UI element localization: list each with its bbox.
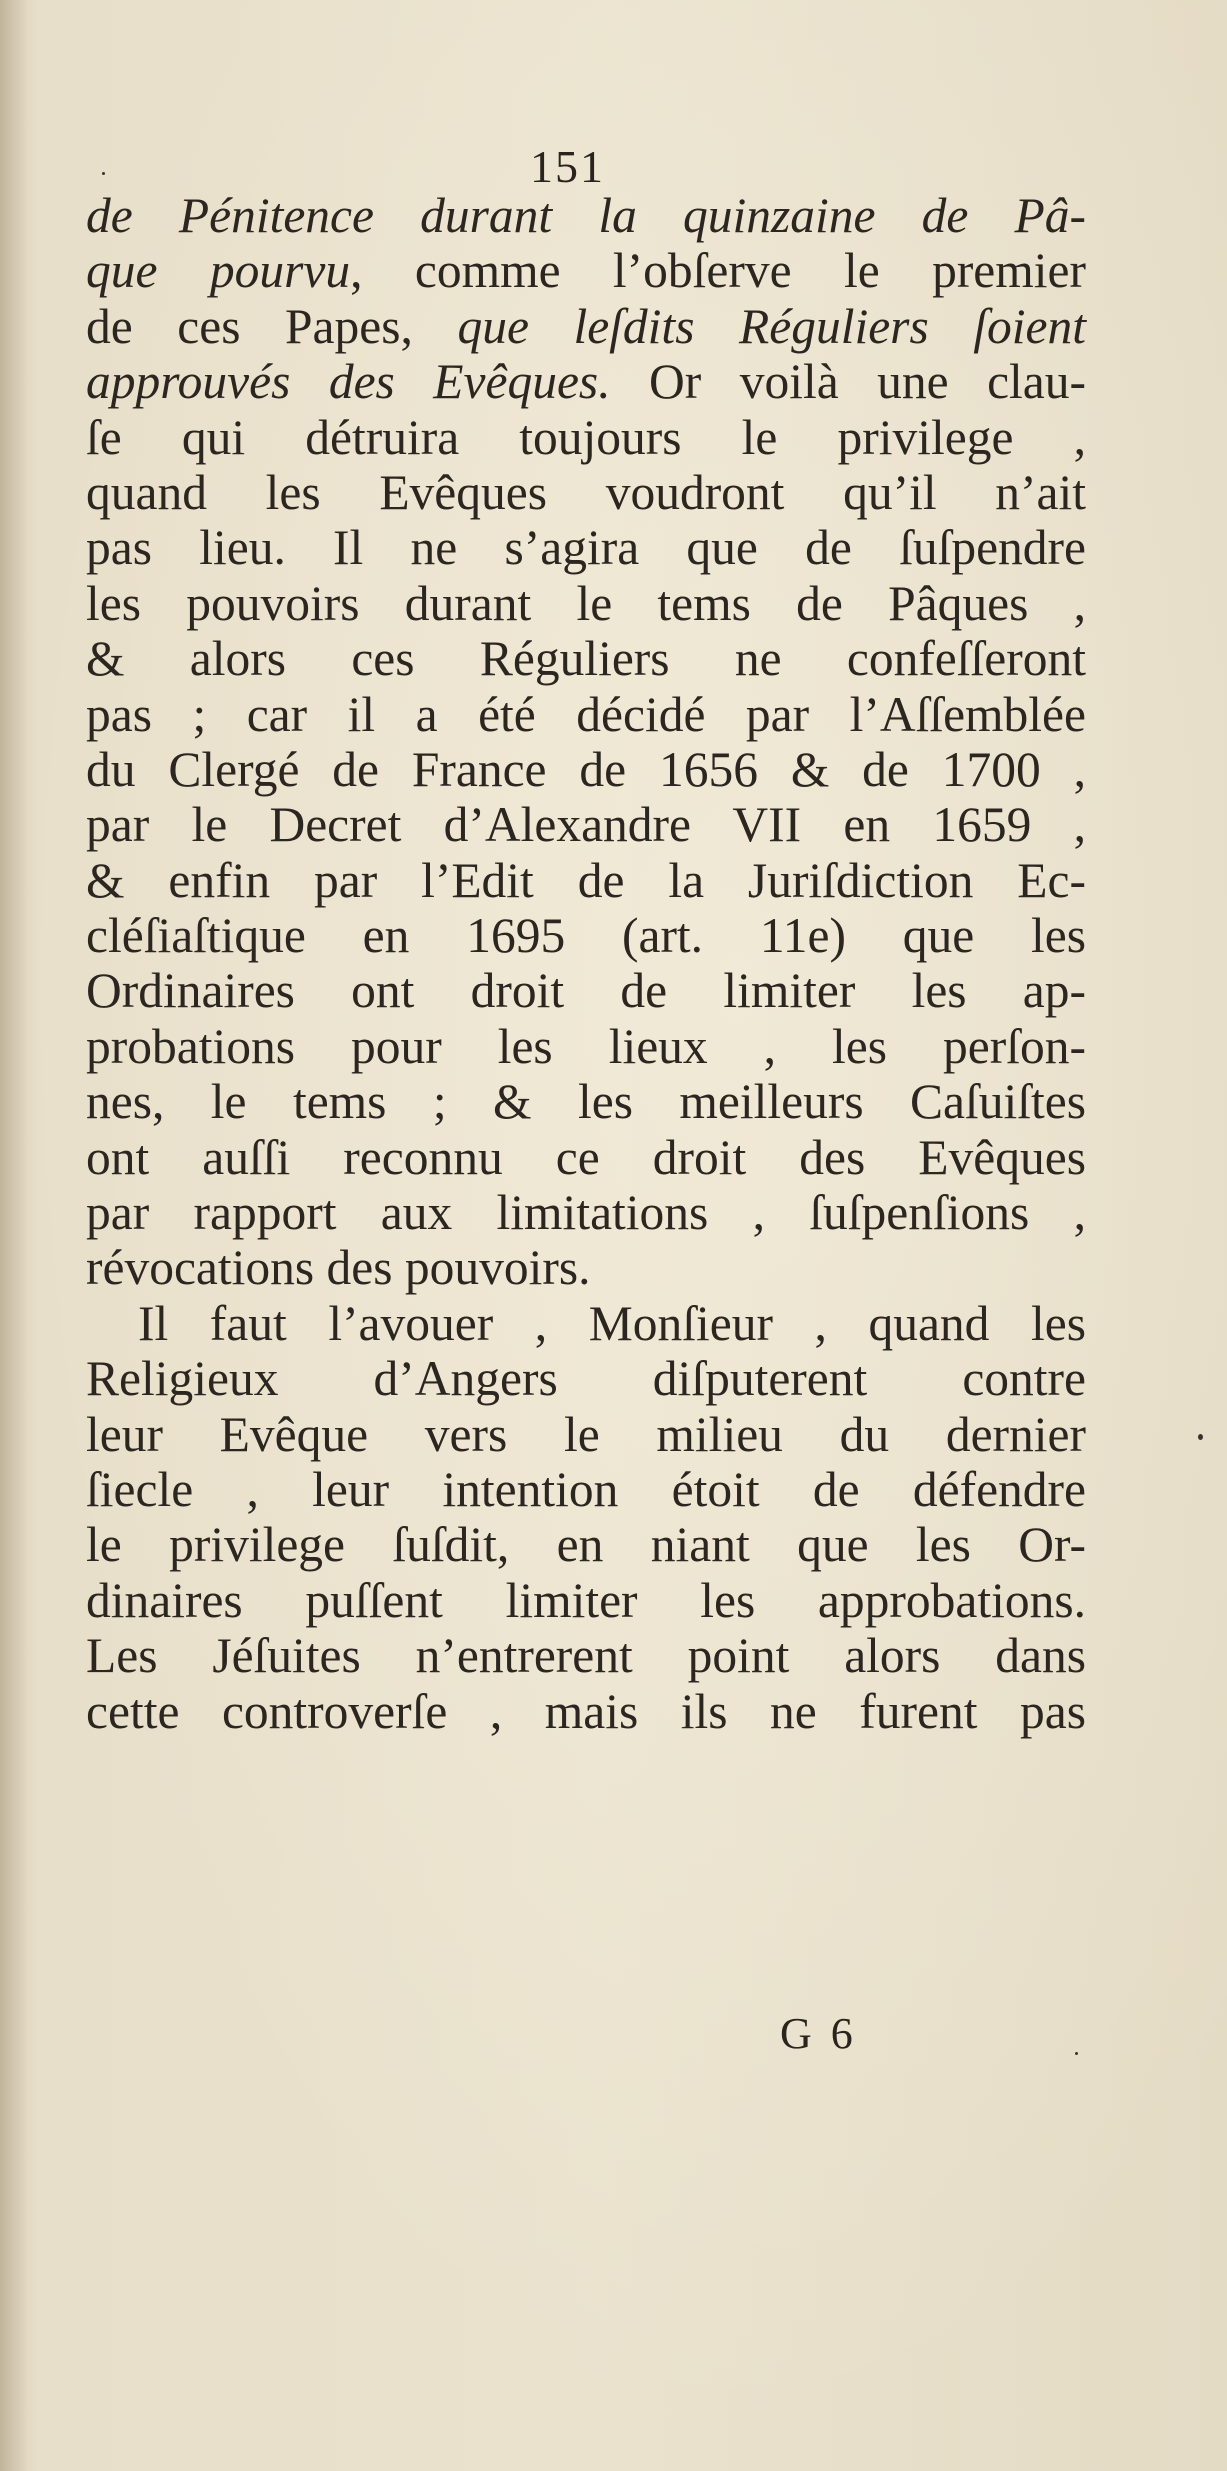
text-line — [86, 1351, 1086, 1406]
text-segment: les pouvoirs durant le tems de Pâques , — [86, 575, 1086, 631]
text-line — [86, 853, 1086, 908]
text-line — [86, 908, 1086, 963]
text-line — [86, 1573, 1086, 1628]
italic-segment: que pourvu — [86, 243, 351, 299]
text-line — [86, 1684, 1086, 1739]
ink-speck — [1198, 1434, 1203, 1440]
text-line — [86, 1130, 1086, 1185]
gutter-shadow — [0, 0, 28, 2471]
text-line — [86, 797, 1086, 852]
text-segment: Il faut l’avouer , Monſieur , quand les — [138, 1295, 1086, 1351]
signature-mark: G 6 — [780, 2009, 857, 2058]
text-segment: ſiecle , leur intention étoit de défendre — [86, 1461, 1086, 1517]
text-segment: cléſiaſtique en 1695 (art. 11e) que les — [86, 908, 1086, 964]
text-line — [86, 576, 1086, 631]
text-segment: dinaires puſſent limiter les approbations. — [86, 1572, 1086, 1628]
text-segment: pas ; car il a été décidé par l’Aſſemblée — [86, 686, 1086, 742]
text-line — [86, 243, 1086, 298]
text-segment: quand les Evêques voudront qu’il n’ait — [86, 464, 1086, 520]
text-segment: Ordinaires ont droit de limiter les ap- — [86, 963, 1086, 1019]
ink-speck — [1075, 2052, 1078, 2055]
text-line — [86, 520, 1086, 575]
text-line — [86, 1185, 1086, 1240]
text-line — [86, 963, 1086, 1018]
text-line — [86, 465, 1086, 520]
text-segment: Les Jéſuites n’entrerent point alors dans — [86, 1628, 1086, 1684]
text-segment: le privilege ſuſdit, en niant que les Or- — [86, 1517, 1086, 1573]
text-line — [86, 354, 1086, 409]
page-number: 151 — [530, 141, 605, 192]
text-segment: cette controverſe , mais ils ne furent pas — [86, 1683, 1086, 1739]
text-segment: par rapport aux limitations , ſuſpenſions , — [86, 1185, 1086, 1241]
text-segment: probations pour les lieux , les perſon- — [86, 1018, 1086, 1074]
text-segment: Or voilà une clau- — [610, 354, 1087, 410]
text-line — [86, 410, 1086, 465]
text-line — [86, 1296, 1086, 1351]
text-segment: pas lieu. Il ne s’agira que de ſuſpendre — [86, 520, 1086, 576]
ink-speck — [102, 172, 105, 175]
text-segment: ont auſſi reconnu ce droit des Evêques — [86, 1129, 1086, 1185]
text-line — [86, 188, 1086, 243]
italic-segment: de Pénitence durant la quinzaine de Pâ- — [86, 188, 1086, 243]
text-line — [86, 742, 1086, 797]
text-segment: révocations des pouvoirs. — [86, 1240, 591, 1296]
text-line — [86, 1628, 1086, 1683]
text-segment: Religieux d’Angers diſputerent contre — [86, 1351, 1086, 1407]
text-segment: du Clergé de France de 1656 & de 1700 , — [86, 741, 1086, 797]
text-line — [86, 1019, 1086, 1074]
text-segment: nes, le tems ; & les meilleurs Caſuiſtes — [86, 1074, 1086, 1130]
text-line — [86, 1240, 1086, 1295]
text-line — [86, 631, 1086, 686]
text-segment: , comme l’obſerve le premier — [350, 243, 1086, 299]
text-line — [86, 1517, 1086, 1572]
text-line — [86, 1074, 1086, 1129]
text-line — [86, 687, 1086, 742]
text-segment: ſe qui détruira toujours le privilege , — [86, 409, 1086, 465]
text-segment: leur Evêque vers le milieu du dernier — [86, 1406, 1086, 1462]
text-line — [86, 1462, 1086, 1517]
text-line — [86, 1407, 1086, 1462]
text-segment: & enfin par l’Edit de la Juriſdiction Ec- — [86, 852, 1086, 908]
text-line — [86, 299, 1086, 354]
text-segment: & alors ces Réguliers ne confeſſeront — [86, 631, 1086, 687]
italic-segment: approuvés des Evêques. — [86, 354, 611, 410]
text-segment: par le Decret d’Alexandre VII en 1659 , — [86, 797, 1086, 853]
text-segment: de ces Papes, — [86, 298, 458, 354]
body-text — [86, 188, 1086, 1739]
italic-segment: que leſdits Réguliers ſoient — [457, 298, 1086, 354]
